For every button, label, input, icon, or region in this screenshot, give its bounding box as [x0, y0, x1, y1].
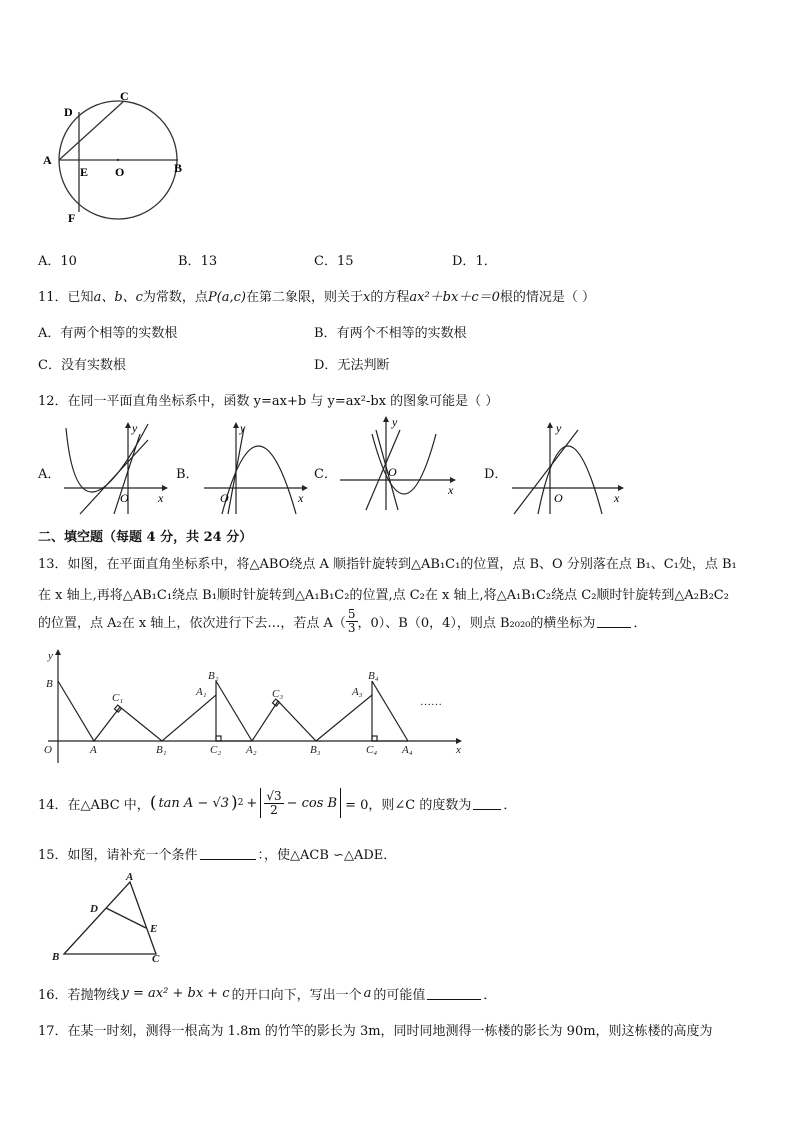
q14-minus-cos: − cos B — [286, 795, 338, 811]
q11-option-a — [38, 322, 177, 341]
q14-tan-expr: tan A − √3 — [158, 795, 230, 811]
q10-label-f: F — [68, 211, 76, 225]
y-label: y — [132, 421, 138, 435]
q10-center-dot — [117, 159, 119, 161]
q14-frac-den: 2 — [270, 802, 278, 817]
q11-text: 的方程 — [370, 290, 410, 305]
label-b: B — [46, 678, 53, 690]
triangle-abc — [64, 882, 156, 954]
q10-label-c: C — [120, 89, 129, 103]
q10-option-key: D． — [452, 254, 476, 269]
q15-line — [38, 844, 396, 863]
q14-abs-bar-left — [260, 788, 261, 818]
y-label: y — [556, 421, 562, 435]
q16-end: ． — [483, 988, 497, 1003]
q10-option-text: 1． — [475, 254, 497, 269]
label-dots: …… — [420, 696, 442, 708]
section2-title: 二、填空题（每题 4 分，共 24 分） — [38, 530, 253, 545]
q11-option-text: 没有实数根 — [60, 358, 126, 373]
q11-option-d — [314, 354, 389, 373]
label-o: O — [44, 744, 52, 756]
q11-option-c — [38, 354, 126, 373]
y-arrow-icon — [383, 416, 389, 422]
right-angle-mark — [216, 736, 221, 741]
q11-stem — [38, 286, 595, 305]
label-a1: A₁ — [196, 686, 207, 698]
q10-option-text: 13 — [200, 254, 218, 269]
q12-option-key-a: A． — [38, 467, 61, 482]
q12-graph-d — [508, 418, 628, 518]
q13-fraction — [346, 608, 358, 635]
q13-line-1: 13．如图，在平面直角坐标系中，将△ABO绕点 A 顺指针旋转到△AB₁C₁的位置，点 B、O 分别落在点 B₁、C₁处，点 B₁ — [38, 557, 737, 572]
q17-line: 17．在某一时刻，测得一根高为 1.8m 的竹竿的影长为 3m，同时同地测得一栋楼的影长为 90m，则这栋楼的高度为 — [38, 1024, 713, 1039]
q14-exponent: 2 — [237, 798, 244, 808]
q11-option-key: D． — [314, 358, 338, 373]
q15-stem: 15．如图，请补充一个条件 — [38, 848, 198, 863]
y-arrow-icon — [125, 422, 131, 428]
q10-option-key: B． — [178, 254, 201, 269]
parabola — [222, 446, 296, 514]
q16-answer-blank[interactable] — [427, 987, 481, 1000]
label-e: E — [150, 923, 158, 935]
q11-equation: ax²＋bx＋c＝0 — [409, 290, 500, 305]
q11-option-b — [314, 322, 467, 341]
label-b2: B₂ — [208, 670, 219, 682]
q14-paren-close: ) — [231, 793, 238, 813]
q14-eq: = 0，则∠C 的度数为 — [345, 797, 472, 813]
q10-label-o: O — [115, 165, 125, 179]
label-c: C — [152, 953, 160, 964]
q12-graph-c — [336, 414, 466, 514]
q12-option-key-c: C． — [314, 467, 337, 482]
q13-text: ，0）、B（0，4），则点 B₂₀₂₀的横坐标为 — [357, 616, 596, 631]
q12-graph-b — [198, 418, 310, 518]
q12-option-key-d: D． — [484, 467, 508, 482]
seg-b4-c4 — [372, 681, 408, 741]
q14-plus: + — [246, 795, 258, 811]
q13-line-3 — [38, 608, 646, 635]
q16-stem: 的可能值 — [373, 988, 426, 1003]
right-angle-mark — [372, 736, 377, 741]
q14-paren-expr: ( — [149, 793, 157, 813]
q10-option-text: 10 — [60, 254, 77, 269]
q10-option-a — [38, 250, 77, 269]
q15-answer-blank[interactable] — [200, 847, 256, 860]
q11-text: 在第二象限，则关于 — [246, 290, 364, 305]
q11-option-text: 无法判断 — [337, 358, 390, 373]
y-arrow-icon — [233, 422, 239, 428]
q13-answer-blank[interactable] — [597, 615, 631, 628]
q13-frac-den: 3 — [347, 621, 356, 635]
q10-label-e: E — [80, 165, 89, 179]
q10-circle-figure — [38, 88, 198, 228]
q11-option-text: 有两个相等的实数根 — [60, 326, 178, 341]
parabola — [372, 434, 436, 494]
q14-fraction — [264, 790, 283, 817]
y-label: y — [240, 421, 246, 435]
y-arrow-icon — [547, 422, 553, 428]
origin-label: O — [554, 491, 563, 505]
q16-equation: y = ax² + bx + c — [121, 986, 230, 1001]
line-1 — [80, 440, 148, 514]
q12-graph-a — [58, 418, 170, 518]
label-b1: B₁ — [156, 744, 167, 756]
q10-option-b — [178, 250, 217, 269]
origin-label: O — [220, 491, 229, 505]
q11-text: 已知 — [67, 290, 94, 305]
q11-text: 为常数，点 — [142, 290, 208, 305]
q11-text: 根的情况是（ ） — [499, 290, 596, 305]
line — [514, 430, 578, 514]
right-angle-mark — [114, 705, 121, 712]
x-label: x — [298, 491, 304, 505]
q10-label-d: D — [64, 105, 73, 119]
label-x: x — [456, 744, 461, 756]
q12-option-key-b: B． — [176, 467, 199, 482]
q16-stem: 16．若抛物线 — [38, 988, 120, 1003]
q11-option-key: B． — [314, 326, 337, 341]
q10-label-b: B — [174, 161, 183, 175]
parabola — [538, 446, 602, 514]
q15-triangle-figure — [46, 868, 176, 964]
x-label: x — [614, 491, 620, 505]
q10-label-a: A — [43, 153, 52, 167]
label-b: B — [52, 951, 60, 963]
q16-a: a — [363, 986, 372, 1001]
q11-option-text: 有两个不相等的实数根 — [336, 326, 467, 341]
label-a4: A₄ — [402, 744, 413, 756]
seg-b2-c2 — [216, 681, 252, 741]
q14-answer-blank[interactable] — [473, 797, 501, 810]
x-label: x — [158, 491, 164, 505]
label-a: A — [126, 871, 134, 883]
q10-option-c — [314, 250, 354, 269]
label-c1: C₁ — [112, 692, 124, 704]
q10-option-text: 15 — [336, 254, 354, 269]
q11-option-key: C． — [38, 358, 61, 373]
label-c3: C₃ — [272, 688, 284, 700]
q13-frac-num: 5 — [347, 607, 356, 621]
q11-vars: a、b、c — [93, 290, 143, 305]
q11-x: x — [363, 290, 371, 305]
label-d: D — [90, 903, 98, 915]
q11-option-key: A． — [38, 326, 61, 341]
label-c4: C₄ — [366, 744, 378, 756]
q15-stem-end: ：，使△ACB ∽△ADE． — [257, 848, 397, 863]
label-b3: B₃ — [310, 744, 321, 756]
label-a3: A₃ — [352, 686, 363, 698]
q14-abs-bar-right — [340, 788, 341, 818]
q13-line-2: 在 x 轴上,再将△AB₁C₁绕点 B₁顺时针旋转到△A₁B₁C₂的位置,点 C₂在 x 轴上,将△A₁B₁C₂绕点 C₂顺时针旋转到△A₂B₂C₂ — [38, 588, 729, 603]
q14-frac-num: √3 — [266, 788, 282, 803]
label-a: A — [90, 744, 97, 756]
label-y: y — [48, 650, 53, 662]
q14-end: ． — [503, 797, 517, 813]
q13-text: 的位置，点 A₂在 x 轴上，依次进行下去…，若点 A（ — [38, 616, 346, 631]
q12-stem: 12．在同一平面直角坐标系中，函数 y=ax+b 与 y=ax²-bx 的图象可能是（ ） — [38, 394, 499, 409]
q14-prefix: 14．在△ABC 中， — [38, 797, 150, 813]
q16-line — [38, 984, 496, 1003]
q10-option-d — [452, 250, 497, 269]
q10-option-key: C． — [314, 254, 337, 269]
label-b4: B₄ — [368, 670, 379, 682]
q13-text-end: ． — [633, 616, 647, 631]
y-label: y — [392, 415, 398, 429]
q14-line — [38, 786, 516, 820]
q11-point: P(a,c) — [207, 290, 246, 305]
q10-option-key: A． — [38, 254, 61, 269]
q11-number: 11． — [38, 290, 68, 305]
origin-label: O — [388, 465, 397, 479]
label-a2: A₂ — [246, 744, 257, 756]
y-arrow-icon — [55, 649, 61, 655]
q13-rotation-figure — [38, 645, 468, 765]
x-label: x — [448, 483, 454, 497]
q16-stem: 的开口向下，写出一个 — [231, 988, 362, 1003]
label-c2: C₂ — [210, 744, 222, 756]
origin-label: O — [120, 491, 129, 505]
